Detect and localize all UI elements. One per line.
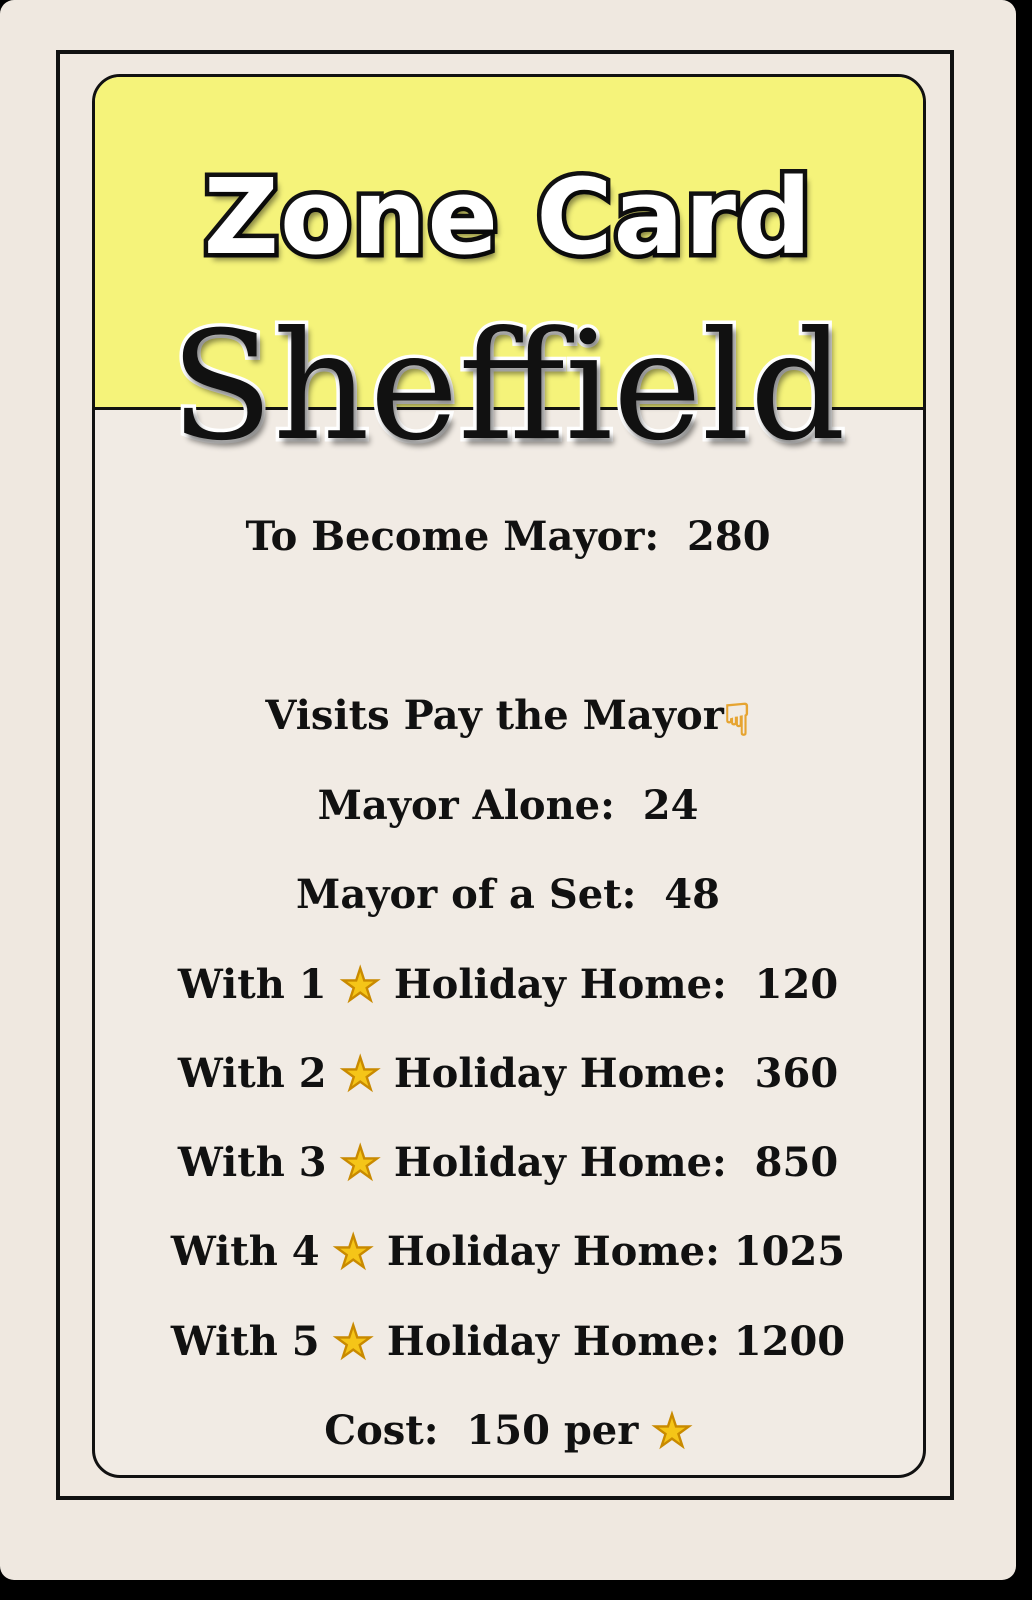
rent-row-3 bbox=[0, 1138, 1016, 1189]
star-icon: ★ bbox=[333, 1227, 373, 1278]
mayor-alone-value: 24 bbox=[642, 782, 699, 829]
rent-row-label: Holiday Home: bbox=[386, 1228, 720, 1275]
mayor-set-value: 48 bbox=[664, 871, 720, 918]
star-icon: ★ bbox=[333, 1317, 373, 1368]
rent-row-value: 120 bbox=[754, 961, 839, 1008]
rent-row-label: Holiday Home: bbox=[386, 1318, 720, 1365]
mayor-cost-line bbox=[0, 513, 1016, 560]
rent-row-label: Holiday Home: bbox=[393, 961, 727, 1008]
rent-row-prefix: With 5 bbox=[170, 1318, 320, 1365]
rent-row-value: 1200 bbox=[733, 1318, 846, 1365]
rent-row-label: Holiday Home: bbox=[393, 1050, 727, 1097]
mayor-alone-line bbox=[0, 782, 1016, 829]
rent-row-1 bbox=[0, 960, 1016, 1011]
rent-row-5 bbox=[0, 1317, 1016, 1368]
mayor-cost-value: 280 bbox=[687, 513, 771, 560]
star-icon: ★ bbox=[340, 1049, 380, 1100]
mayor-set-label: Mayor of a Set: bbox=[296, 871, 637, 918]
visits-heading: Visits Pay the Mayor bbox=[265, 692, 724, 739]
mayor-cost-label: To Become Mayor: bbox=[245, 513, 660, 560]
rent-row-value: 360 bbox=[754, 1050, 839, 1097]
mayor-set-line bbox=[0, 871, 1016, 918]
cost-label: Cost: bbox=[324, 1407, 439, 1454]
cost-line bbox=[0, 1406, 1016, 1457]
mayor-alone-label: Mayor Alone: bbox=[317, 782, 615, 829]
cost-value: 150 per bbox=[466, 1407, 639, 1454]
rent-row-value: 1025 bbox=[733, 1228, 846, 1275]
card-type-title: Zone Card bbox=[203, 156, 813, 278]
visits-heading-line bbox=[0, 692, 1016, 746]
rent-row-prefix: With 1 bbox=[177, 961, 327, 1008]
rent-row-label: Holiday Home: bbox=[393, 1139, 727, 1186]
rent-row-prefix: With 3 bbox=[177, 1139, 327, 1186]
rent-row-4 bbox=[0, 1227, 1016, 1278]
rent-row-prefix: With 4 bbox=[170, 1228, 320, 1275]
star-icon: ★ bbox=[340, 960, 380, 1011]
rent-row-value: 850 bbox=[754, 1139, 839, 1186]
star-icon: ★ bbox=[652, 1406, 692, 1457]
rent-row-prefix: With 2 bbox=[177, 1050, 327, 1097]
rent-row-2 bbox=[0, 1049, 1016, 1100]
city-name-title: Sheffield bbox=[170, 300, 846, 474]
pointing-down-hand-icon: ☟ bbox=[723, 695, 751, 746]
star-icon: ★ bbox=[340, 1138, 380, 1189]
